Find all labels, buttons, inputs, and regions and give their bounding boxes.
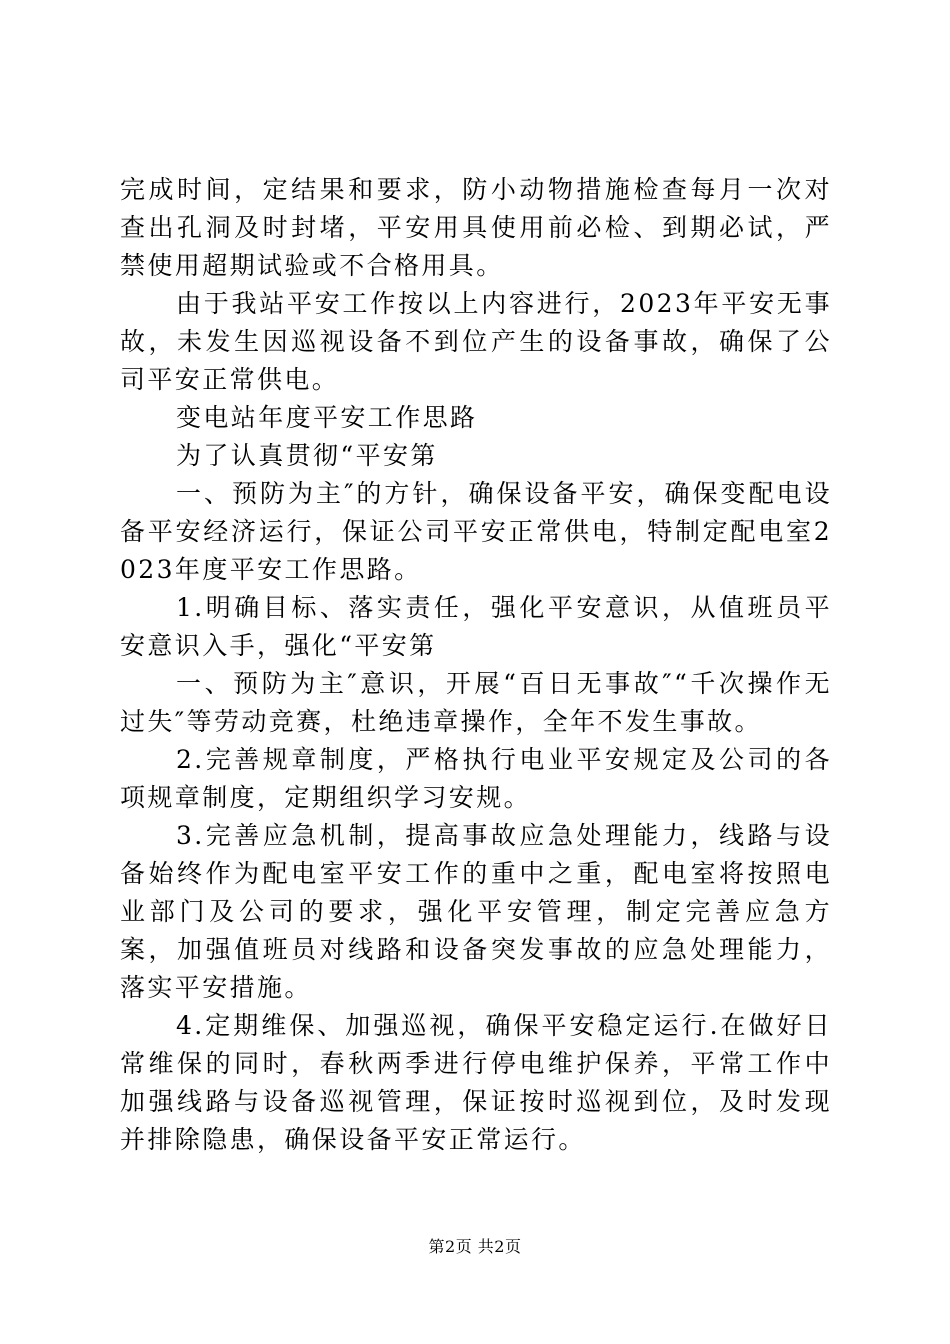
paragraph-1: 完成时间，定结果和要求，防小动物措施检查每月一次对查出孔洞及时封堵，平安用具使用前必检、到期必试，严禁使用超期试验或不合格用具。 — [120, 175, 832, 280]
paragraph-4: 为了认真贯彻“平安第 — [176, 441, 438, 470]
paragraph-9: 3.完善应急机制，提高事故应急处理能力，线路与设备始终作为配电室平安工作的重中之重，配电室将按照电业部门及公司的要求，强化平安管理，制定完善应急方案，加强值班员对线路和设备突发事故的应急处理能力，落实平安措施。 — [120, 821, 832, 1002]
paragraph-6: 1.明确目标、落实责任，强化平安意识，从值班员平安意识入手，强化“平安第 — [120, 593, 832, 660]
document-body — [120, 171, 832, 1159]
paragraph-10: 4.定期维保、加强巡视，确保平安稳定运行.在做好日常维保的同时，春秋两季进行停电维护保养，平常工作中加强线路与设备巡视管理，保证按时巡视到位，及时发现并排除隐患，确保设备平安正常运行。 — [120, 1011, 832, 1154]
paragraph-2: 由于我站平安工作按以上内容进行，2023年平安无事故，未发生因巡视设备不到位产生的设备事故，确保了公司平安正常供电。 — [120, 289, 832, 394]
paragraph-8: 2.完善规章制度，严格执行电业平安规定及公司的各项规章制度，定期组织学习安规。 — [120, 745, 832, 812]
page-number-footer: 第2页 共2页 — [428, 1237, 522, 1256]
paragraph-7: 一、预防为主″意识，开展“百日无事故″“千次操作无过失″等劳动竞赛，杜绝违章操作，全年不发生事故。 — [120, 669, 832, 736]
section-heading: 变电站年度平安工作思路 — [176, 403, 478, 432]
paragraph-5: 一、预防为主″的方针，确保设备平安，确保变配电设备平安经济运行，保证公司平安正常供电，特制定配电室2023年度平安工作思路。 — [120, 479, 832, 584]
